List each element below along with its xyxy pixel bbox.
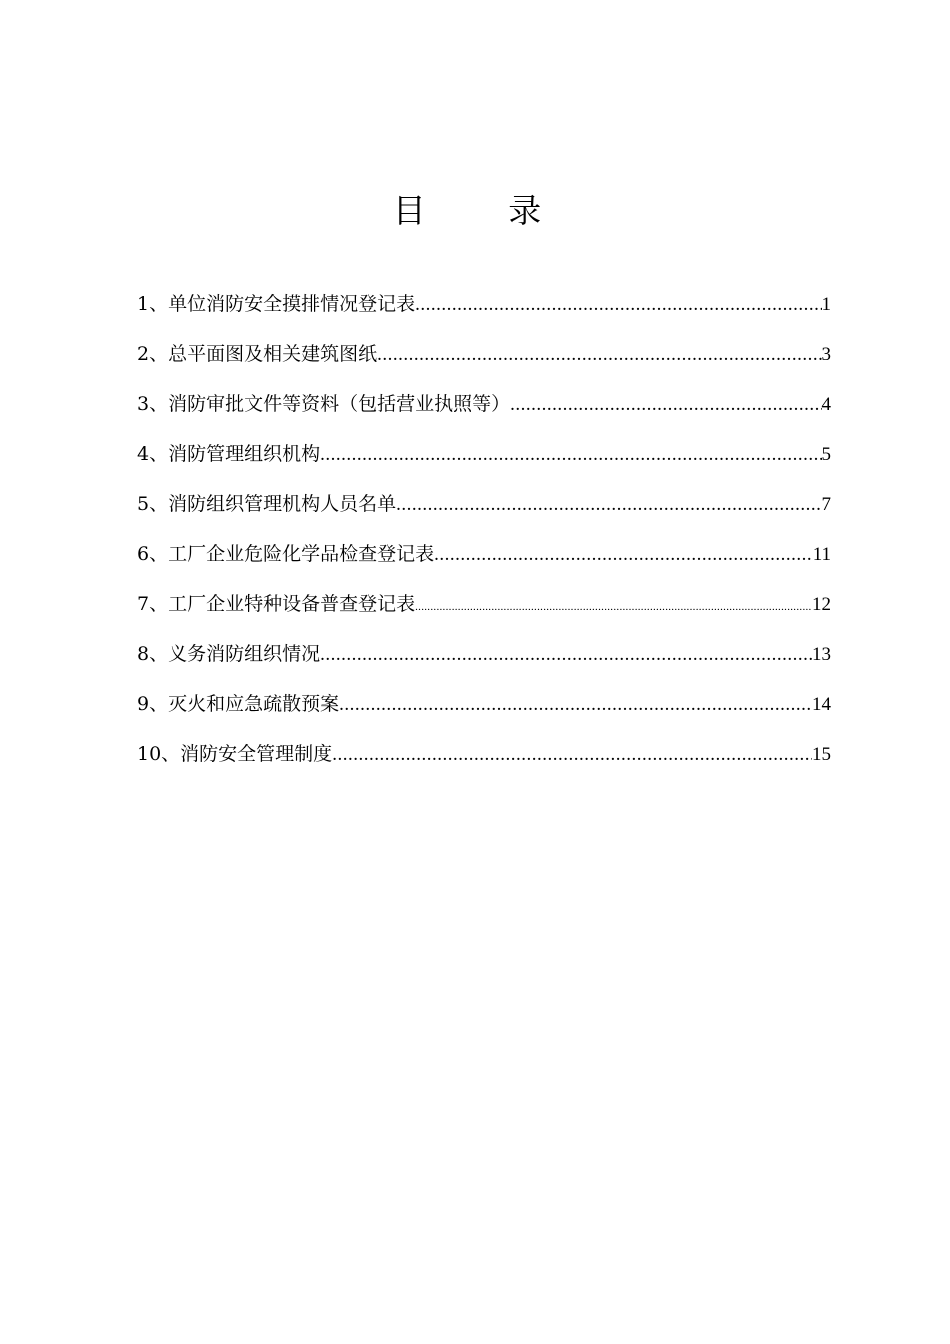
toc-leader-dots (415, 586, 812, 628)
toc-entry-page: 15 (812, 744, 831, 765)
toc-entry-label: 1、单位消防安全摸排情况登记表 (137, 293, 416, 315)
toc-entry-label: 5、消防组织管理机构人员名单 (137, 493, 397, 515)
toc-leader-dots (339, 684, 812, 726)
toc-entry-page: 1 (821, 294, 831, 315)
toc-entry-5 (137, 483, 831, 533)
page-title: 目 录 (392, 191, 578, 230)
toc-entry-label: 2、总平面图及相关建筑图纸 (137, 343, 378, 365)
toc-entry-page: 11 (812, 544, 831, 565)
toc-entry-page: 4 (821, 394, 831, 415)
toc-leader-dots (415, 284, 821, 326)
toc-leader-dots (434, 534, 813, 576)
toc-entry-page: 13 (812, 644, 831, 665)
toc-entry-2 (137, 333, 831, 383)
toc-entry-page: 7 (821, 494, 831, 515)
table-of-contents (137, 283, 831, 783)
toc-entry-label: 4、消防管理组织机构 (137, 443, 321, 465)
toc-entry-label: 7、工厂企业特种设备普查登记表 (137, 593, 416, 615)
toc-entry-label: 3、消防审批文件等资料（包括营业执照等） (137, 393, 511, 415)
toc-entry-10 (137, 733, 831, 783)
toc-entry-label: 6、工厂企业危险化学品检查登记表 (137, 543, 435, 565)
toc-entry-page: 14 (812, 694, 831, 715)
toc-entry-8 (137, 633, 831, 683)
toc-entry-label: 10、消防安全管理制度 (137, 743, 333, 765)
toc-entry-label: 9、灭火和应急疏散预案 (137, 693, 340, 715)
toc-entry-4 (137, 433, 831, 483)
toc-entry-label: 8、义务消防组织情况 (137, 643, 321, 665)
toc-leader-dots (320, 634, 812, 676)
toc-entry-1 (137, 283, 831, 333)
toc-leader-dots (510, 384, 821, 426)
toc-leader-dots (320, 434, 821, 476)
toc-entry-7 (137, 583, 831, 633)
toc-entry-page: 3 (821, 344, 831, 365)
toc-leader-dots (332, 734, 812, 776)
toc-entry-6 (137, 533, 831, 583)
toc-entry-page: 5 (821, 444, 831, 465)
toc-entry-3 (137, 383, 831, 433)
toc-leader-dots (377, 334, 821, 376)
toc-entry-page: 12 (812, 594, 831, 615)
toc-entry-9 (137, 683, 831, 733)
toc-leader-dots (396, 484, 821, 526)
